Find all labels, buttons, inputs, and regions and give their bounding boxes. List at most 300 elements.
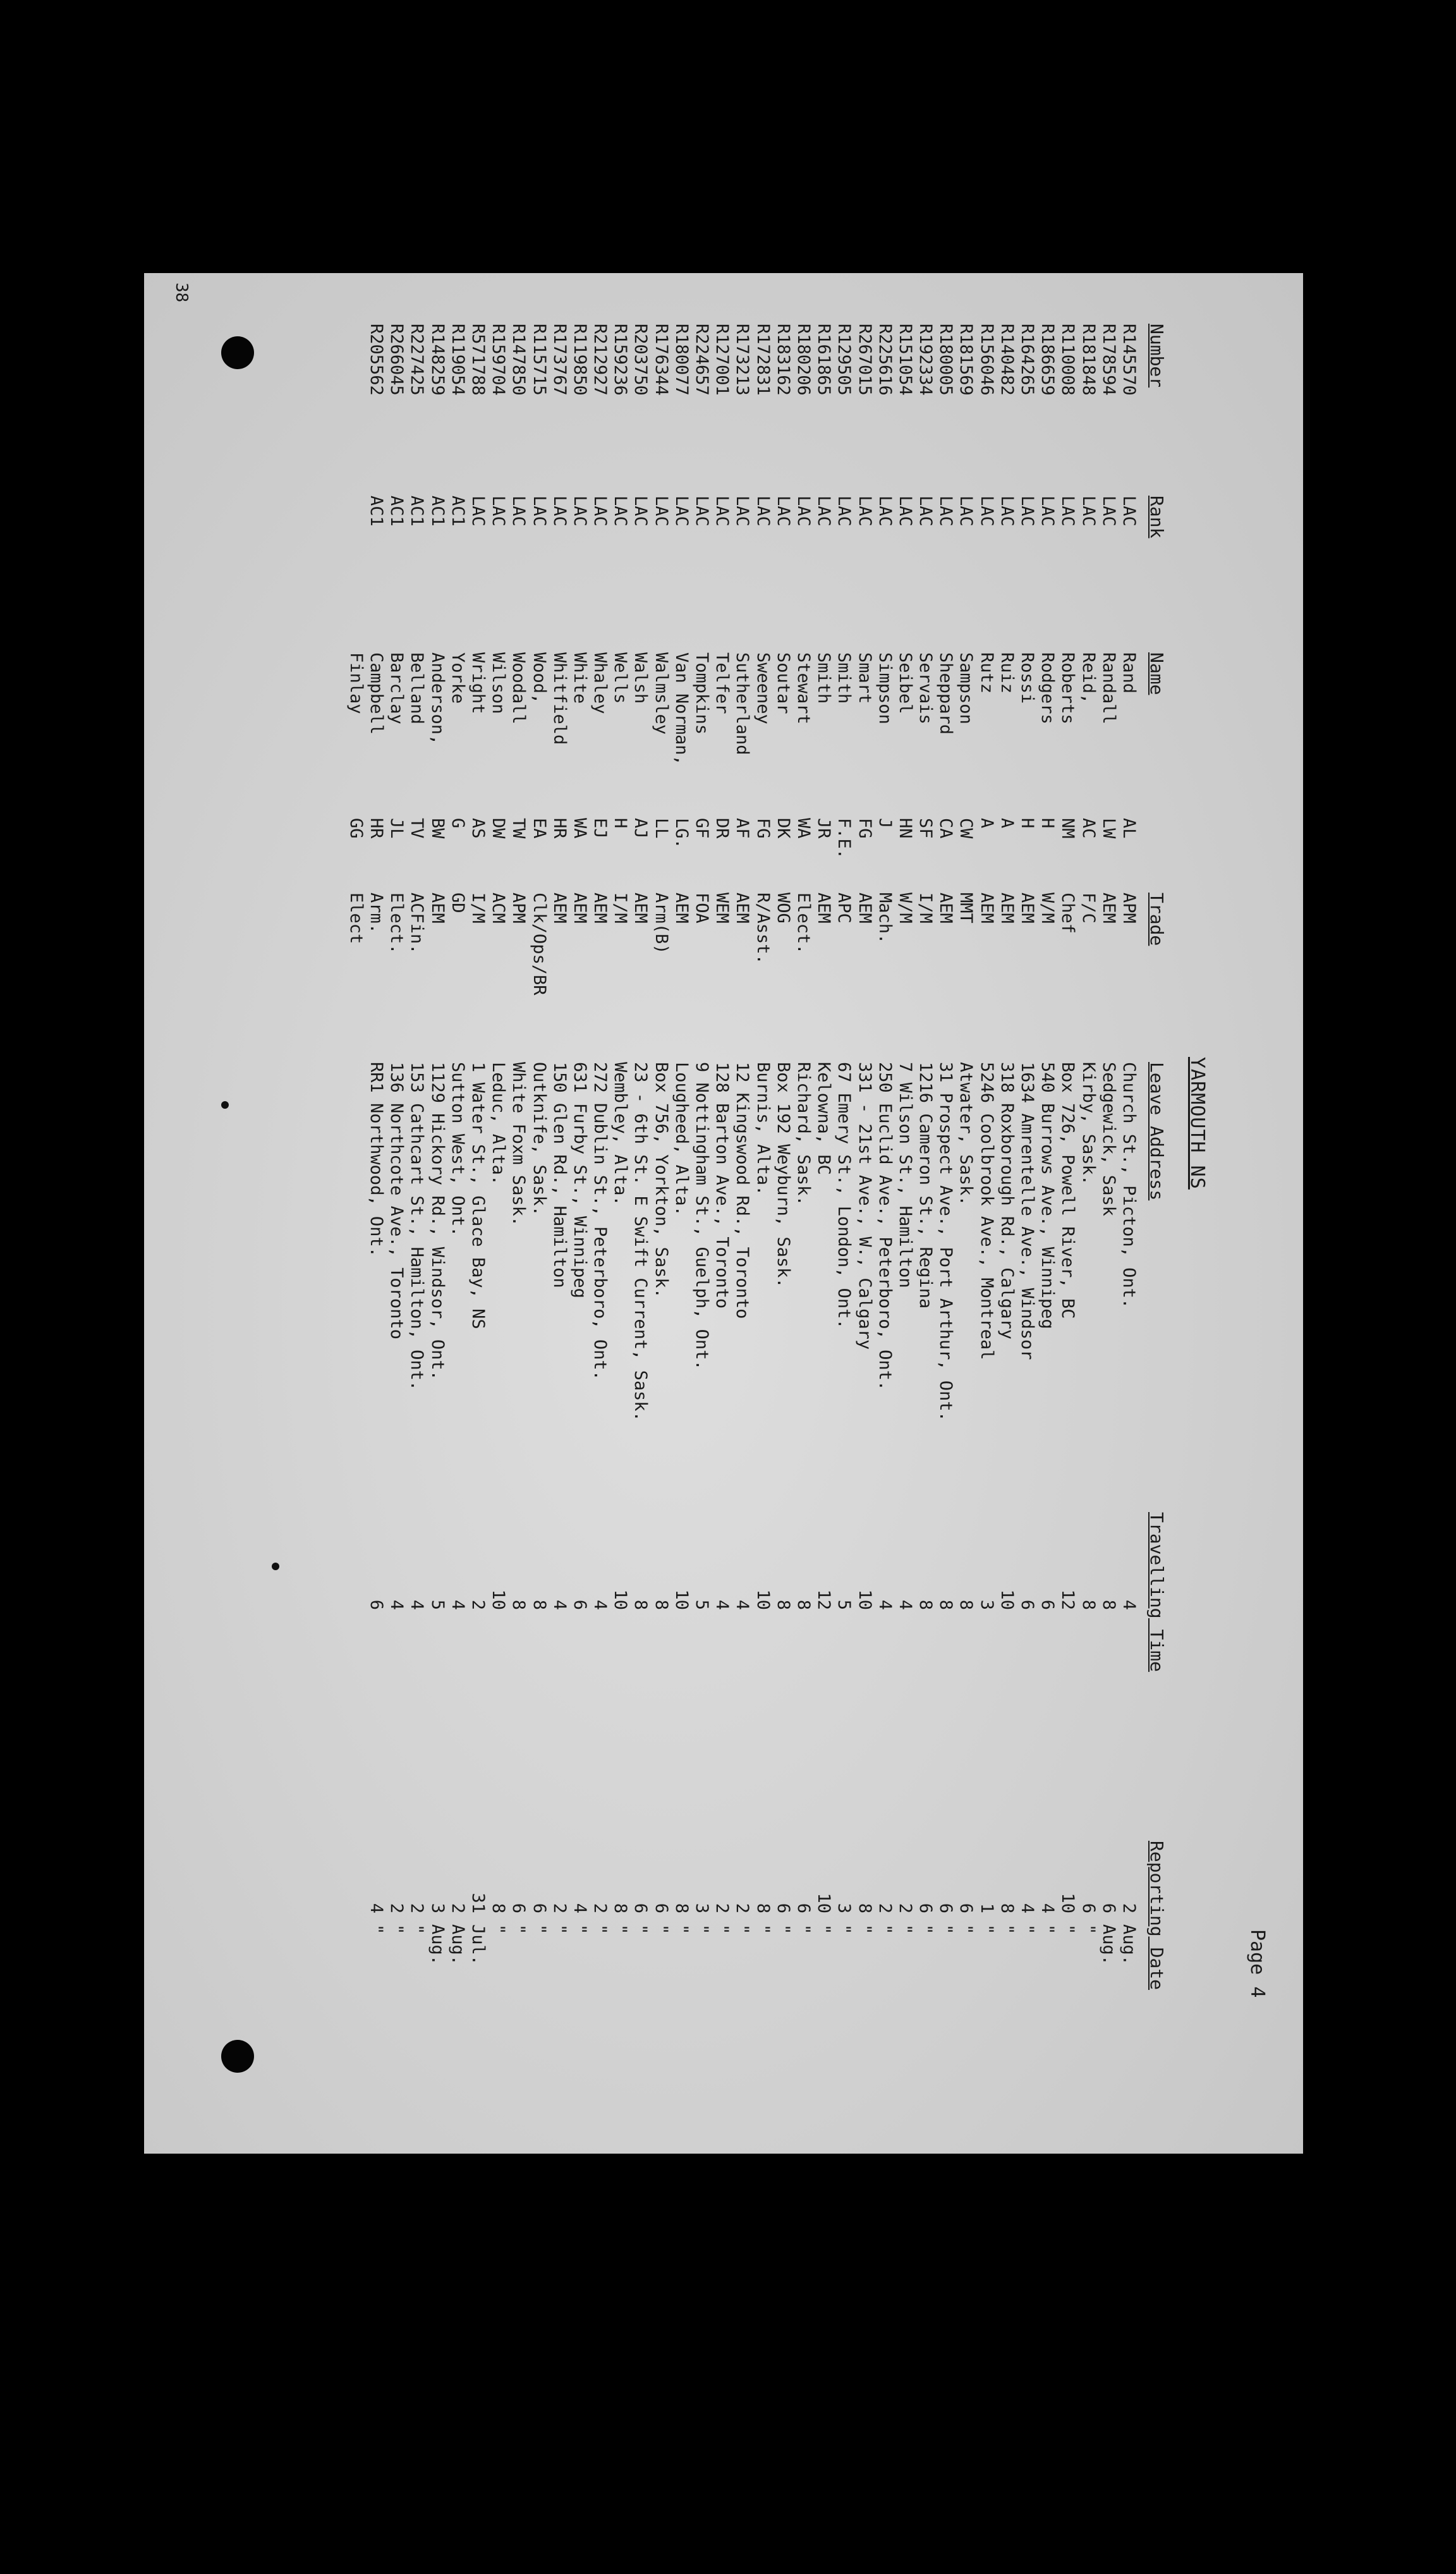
reporting-month-cell: " xyxy=(1038,1924,1058,1935)
surname-cell: Woodall xyxy=(509,652,529,724)
initials-cell: FG xyxy=(854,818,875,839)
initials-cell: DK xyxy=(773,818,793,839)
table-row xyxy=(630,273,650,2154)
initials-cell: CW xyxy=(956,818,976,839)
travelling-time-cell: 8 xyxy=(1078,1599,1098,1610)
trade-cell: ACFin. xyxy=(407,893,427,955)
reporting-month-cell: " xyxy=(936,1924,956,1935)
service-number-cell: R145570 xyxy=(1119,324,1139,396)
table-row xyxy=(590,273,610,2154)
reporting-day-cell: 10 xyxy=(1058,1893,1078,1913)
initials-cell: HN xyxy=(895,818,915,839)
table-row xyxy=(569,273,590,2154)
table-row xyxy=(935,273,956,2154)
leave-address-cell: 128 Barton Ave., Toronto xyxy=(712,1062,732,1309)
reporting-month-cell: " xyxy=(1058,1924,1078,1935)
table-row xyxy=(651,273,671,2154)
reporting-day-cell: 6 xyxy=(1078,1903,1098,1913)
surname-cell: Barclay xyxy=(387,652,407,724)
trade-cell: Mach. xyxy=(875,893,895,944)
leave-address-cell: Church St., Picton, Ont. xyxy=(1119,1062,1139,1309)
travelling-time-cell: 10 xyxy=(854,1589,875,1610)
surname-cell: Simpson xyxy=(875,652,895,724)
reporting-month-cell: " xyxy=(834,1924,854,1935)
rank-cell: LAC xyxy=(773,496,793,527)
reporting-day-cell: 31 xyxy=(468,1893,488,1913)
initials-cell: LL xyxy=(651,818,671,839)
rank-cell: LAC xyxy=(1017,496,1038,527)
travelling-time-cell: 6 xyxy=(1038,1599,1058,1610)
table-row xyxy=(732,273,752,2154)
reporting-month-cell: " xyxy=(1078,1924,1098,1935)
initials-cell: SF xyxy=(916,818,936,839)
leave-address-cell: Box 756, Yorkton, Sask. xyxy=(651,1062,671,1298)
reporting-day-cell: 8 xyxy=(610,1903,631,1913)
table-row xyxy=(752,273,772,2154)
table-row xyxy=(976,273,997,2154)
leave-address-cell: 272 Dublin St., Peterboro, Ont. xyxy=(590,1062,610,1381)
leave-address-cell: Leduc, Alta. xyxy=(488,1062,509,1186)
column-header-travelling-time: Travelling Time xyxy=(1146,1512,1167,1672)
rank-cell: LAC xyxy=(631,496,651,527)
initials-cell: GG xyxy=(346,818,366,839)
initials-cell: H xyxy=(1038,818,1058,829)
trade-cell: Elect. xyxy=(794,893,813,955)
reporting-day-cell: 2 xyxy=(712,1903,732,1913)
rotated-sheet xyxy=(144,273,1303,2154)
travelling-time-cell: 4 xyxy=(549,1599,569,1610)
reporting-month-cell: " xyxy=(854,1924,875,1935)
travelling-time-cell: 8 xyxy=(529,1599,549,1610)
service-number-cell: R156046 xyxy=(976,324,997,396)
personnel-table xyxy=(346,273,1139,2154)
travelling-time-cell: 4 xyxy=(1119,1599,1139,1610)
reporting-day-cell: 4 xyxy=(569,1903,590,1913)
travelling-time-cell: 4 xyxy=(590,1599,610,1610)
reporting-day-cell: 6 xyxy=(956,1903,976,1913)
surname-cell: Tompkins xyxy=(692,652,712,735)
initials-cell: AS xyxy=(468,818,488,839)
reporting-day-cell: 4 xyxy=(1038,1903,1058,1913)
table-row xyxy=(386,273,406,2154)
reporting-month-cell: " xyxy=(875,1924,895,1935)
rank-cell: AC1 xyxy=(367,496,387,527)
table-row xyxy=(956,273,976,2154)
initials-cell: JL xyxy=(387,818,407,839)
leave-address-cell: 540 Burrows Ave., Winnipeg xyxy=(1038,1062,1058,1329)
travelling-time-cell: 5 xyxy=(834,1599,854,1610)
travelling-time-cell: 8 xyxy=(916,1599,936,1610)
initials-cell: HR xyxy=(367,818,387,839)
trade-cell: W/M xyxy=(1038,893,1058,924)
reporting-month-cell: " xyxy=(610,1924,631,1935)
service-number-cell: R140482 xyxy=(997,324,1017,396)
surname-cell: Servais xyxy=(916,652,936,724)
rank-cell: LAC xyxy=(671,496,691,527)
trade-cell: AEM xyxy=(976,893,997,924)
leave-address-cell: 631 Furby St., Winnipeg xyxy=(569,1062,590,1298)
rank-cell: LAC xyxy=(610,496,631,527)
surname-cell: Rossi xyxy=(1017,652,1038,704)
rank-cell: LAC xyxy=(936,496,956,527)
table-row xyxy=(793,273,813,2154)
trade-cell: MMT xyxy=(956,893,976,924)
trade-cell: APM xyxy=(509,893,529,924)
leave-address-cell: 7 Wilson St., Hamilton xyxy=(895,1062,915,1288)
travelling-time-cell: 10 xyxy=(671,1589,691,1610)
trade-cell: AEM xyxy=(854,893,875,924)
trade-cell: FOA xyxy=(692,893,712,924)
travelling-time-cell: 10 xyxy=(997,1589,1017,1610)
reporting-month-cell: " xyxy=(1017,1924,1038,1935)
table-row xyxy=(427,273,447,2154)
initials-cell: A xyxy=(976,818,997,829)
rank-cell: LAC xyxy=(895,496,915,527)
margin-note: 38 xyxy=(172,283,191,303)
surname-cell: Seibel xyxy=(895,652,915,714)
rank-cell: LAC xyxy=(488,496,509,527)
initials-cell: A xyxy=(997,818,1017,829)
initials-cell: J xyxy=(875,818,895,829)
surname-cell: Sheppard xyxy=(936,652,956,735)
rank-cell: AC1 xyxy=(427,496,447,527)
surname-cell: Finlay xyxy=(346,652,366,714)
leave-address-cell: 5246 Coolbrook Ave., Montreal xyxy=(976,1062,997,1360)
initials-cell: TV xyxy=(407,818,427,839)
trade-cell: Elect xyxy=(346,893,366,944)
service-number-cell: R148259 xyxy=(427,324,447,396)
service-number-cell: R172831 xyxy=(753,324,773,396)
travelling-time-cell: 8 xyxy=(651,1599,671,1610)
rank-cell: LAC xyxy=(590,496,610,527)
surname-cell: Wright xyxy=(468,652,488,714)
rank-cell: LAC xyxy=(997,496,1017,527)
table-row xyxy=(854,273,874,2154)
initials-cell: WA xyxy=(794,818,813,839)
document-title: YARMOUTH NS xyxy=(1186,1057,1208,1190)
trade-cell: AEM xyxy=(1098,893,1119,924)
service-number-cell: R178594 xyxy=(1098,324,1119,396)
surname-cell: Whitfield xyxy=(549,652,569,745)
table-row xyxy=(915,273,935,2154)
reporting-day-cell: 3 xyxy=(692,1903,712,1913)
reporting-month-cell: " xyxy=(956,1924,976,1935)
trade-cell: Elect. xyxy=(387,893,407,955)
initials-cell: WA xyxy=(569,818,590,839)
surname-cell: Walmsley xyxy=(651,652,671,735)
reporting-month-cell: Aug. xyxy=(427,1924,447,1966)
leave-address-cell: RR1 Northwood, Ont. xyxy=(367,1062,387,1257)
trade-cell: I/M xyxy=(916,893,936,924)
reporting-day-cell: 6 xyxy=(631,1903,651,1913)
reporting-month-cell: " xyxy=(631,1924,651,1935)
surname-cell: Roberts xyxy=(1058,652,1078,724)
table-row xyxy=(528,273,549,2154)
rank-cell: LAC xyxy=(1119,496,1139,527)
reporting-day-cell: 6 xyxy=(1098,1903,1119,1913)
service-number-cell: R129505 xyxy=(834,324,854,396)
column-header-rank: Rank xyxy=(1146,496,1167,539)
rank-cell: LAC xyxy=(569,496,590,527)
service-number-cell: R159704 xyxy=(488,324,509,396)
table-row xyxy=(1098,273,1119,2154)
trade-cell: APC xyxy=(834,893,854,924)
service-number-cell: R267015 xyxy=(854,324,875,396)
reporting-day-cell: 6 xyxy=(794,1903,813,1913)
reporting-month-cell: " xyxy=(509,1924,529,1935)
leave-address-cell: 1129 Hickory Rd., Windsor, Ont. xyxy=(427,1062,447,1381)
reporting-day-cell: 2 xyxy=(895,1903,915,1913)
service-number-cell: R164265 xyxy=(1017,324,1038,396)
surname-cell: Telfer xyxy=(712,652,732,714)
service-number-cell: R186659 xyxy=(1038,324,1058,396)
rank-cell: LAC xyxy=(1058,496,1078,527)
trade-cell: Arm(B) xyxy=(651,893,671,955)
reporting-month-cell: " xyxy=(712,1924,732,1935)
leave-address-cell: Kirby, Sask. xyxy=(1078,1062,1098,1186)
surname-cell: Walsh xyxy=(631,652,651,704)
initials-cell: EA xyxy=(529,818,549,839)
reporting-day-cell: 2 xyxy=(549,1903,569,1913)
reporting-day-cell: 6 xyxy=(773,1903,793,1913)
service-number-cell: R266045 xyxy=(387,324,407,396)
reporting-day-cell: 6 xyxy=(509,1903,529,1913)
leave-address-cell: 1216 Cameron St., Regina xyxy=(916,1062,936,1309)
reporting-day-cell: 8 xyxy=(753,1903,773,1913)
reporting-month-cell: " xyxy=(814,1924,834,1935)
leave-address-cell: 250 Euclid Ave., Peterboro, Ont. xyxy=(875,1062,895,1391)
column-header-number: Number xyxy=(1146,324,1167,388)
reporting-day-cell: 2 xyxy=(407,1903,427,1913)
punch-hole xyxy=(221,2040,254,2073)
initials-cell: TW xyxy=(509,818,529,839)
reporting-month-cell: " xyxy=(794,1924,813,1935)
travelling-time-cell: 8 xyxy=(773,1599,793,1610)
travelling-time-cell: 8 xyxy=(509,1599,529,1610)
reporting-day-cell: 3 xyxy=(834,1903,854,1913)
leave-address-cell: Box 726, Powell River, BC xyxy=(1058,1062,1078,1319)
rank-cell: LAC xyxy=(956,496,976,527)
service-number-cell: R203750 xyxy=(631,324,651,396)
trade-cell: GD xyxy=(447,893,468,913)
rank-cell: LAC xyxy=(1098,496,1119,527)
reporting-month-cell: Aug. xyxy=(447,1924,468,1966)
table-row xyxy=(895,273,915,2154)
rank-cell: LAC xyxy=(1078,496,1098,527)
leave-address-cell: Burnis, Alta. xyxy=(753,1062,773,1196)
trade-cell: AEM xyxy=(549,893,569,924)
table-row xyxy=(1037,273,1057,2154)
surname-cell: Smith xyxy=(834,652,854,704)
reporting-month-cell: " xyxy=(916,1924,936,1935)
service-number-cell: R110008 xyxy=(1058,324,1078,396)
leave-address-cell: 331 - 21st Ave., W., Calgary xyxy=(854,1062,875,1350)
initials-cell: DW xyxy=(488,818,509,839)
trade-cell: AEM xyxy=(997,893,1017,924)
reporting-month-cell: " xyxy=(976,1924,997,1935)
leave-address-cell: 31 Prospect Ave., Port Arthur, Ont. xyxy=(936,1062,956,1422)
surname-cell: Soutar xyxy=(773,652,793,714)
initials-cell: AC xyxy=(1078,818,1098,839)
surname-cell: Yorke xyxy=(447,652,468,704)
travelling-time-cell: 8 xyxy=(956,1599,976,1610)
service-number-cell: R151054 xyxy=(895,324,915,396)
rank-cell: LAC xyxy=(834,496,854,527)
reporting-month-cell: " xyxy=(529,1924,549,1935)
reporting-day-cell: 3 xyxy=(427,1903,447,1913)
leave-address-cell: 23 - 6th St. E Swift Current, Sask. xyxy=(631,1062,651,1422)
reporting-month-cell: " xyxy=(671,1924,691,1935)
reporting-day-cell: 2 xyxy=(387,1903,407,1913)
reporting-month-cell: " xyxy=(590,1924,610,1935)
reporting-day-cell: 6 xyxy=(651,1903,671,1913)
travelling-time-cell: 8 xyxy=(1098,1599,1119,1610)
initials-cell: F.E. xyxy=(834,818,854,860)
rank-cell: LAC xyxy=(549,496,569,527)
service-number-cell: R227425 xyxy=(407,324,427,396)
reporting-month-cell: Jul. xyxy=(468,1924,488,1966)
travelling-time-cell: 4 xyxy=(407,1599,427,1610)
trade-cell: I/M xyxy=(468,893,488,924)
reporting-month-cell: " xyxy=(732,1924,753,1935)
table-row xyxy=(346,273,366,2154)
table-row xyxy=(834,273,854,2154)
leave-address-cell: 12 Kingswood Rd., Toronto xyxy=(732,1062,753,1319)
table-row xyxy=(610,273,630,2154)
travelling-time-cell: 4 xyxy=(732,1599,753,1610)
trade-cell: AEM xyxy=(671,893,691,924)
leave-address-cell: Outknife, Sask. xyxy=(529,1062,549,1216)
travelling-time-cell: 8 xyxy=(794,1599,813,1610)
travelling-time-cell: 5 xyxy=(427,1599,447,1610)
rank-cell: LAC xyxy=(692,496,712,527)
service-number-cell: R183162 xyxy=(773,324,793,396)
service-number-cell: R147850 xyxy=(509,324,529,396)
surname-cell: Smith xyxy=(814,652,834,704)
rank-cell: LAC xyxy=(753,496,773,527)
surname-cell: Whaley xyxy=(590,652,610,714)
surname-cell: Rutz xyxy=(976,652,997,694)
surname-cell: Wells xyxy=(610,652,631,704)
initials-cell: LW xyxy=(1098,818,1119,839)
service-number-cell: R173767 xyxy=(549,324,569,396)
initials-cell: GF xyxy=(692,818,712,839)
rank-cell: LAC xyxy=(509,496,529,527)
travelling-time-cell: 3 xyxy=(976,1599,997,1610)
service-number-cell: R225616 xyxy=(875,324,895,396)
rank-cell: LAC xyxy=(854,496,875,527)
trade-cell: ACM xyxy=(488,893,509,924)
trade-cell: APM xyxy=(1119,893,1139,924)
trade-cell: Clk/Ops/BR xyxy=(529,893,549,996)
initials-cell: BW xyxy=(427,818,447,839)
reporting-day-cell: 1 xyxy=(976,1903,997,1913)
service-number-cell: R161865 xyxy=(814,324,834,396)
travelling-time-cell: 4 xyxy=(895,1599,915,1610)
reporting-day-cell: 6 xyxy=(916,1903,936,1913)
rank-cell: AC1 xyxy=(407,496,427,527)
leave-address-cell: Richard, Sask. xyxy=(794,1062,813,1206)
reporting-day-cell: 8 xyxy=(488,1903,509,1913)
initials-cell: G xyxy=(447,818,468,829)
leave-address-cell: Kelowna, BC xyxy=(814,1062,834,1175)
reporting-month-cell: " xyxy=(387,1924,407,1935)
surname-cell: Sutherland xyxy=(732,652,753,755)
initials-cell: AL xyxy=(1119,818,1139,839)
leave-address-cell: White Foxm Sask. xyxy=(509,1062,529,1227)
page-label: Page xyxy=(1246,1929,1268,1975)
service-number-cell: R127001 xyxy=(712,324,732,396)
travelling-time-cell: 6 xyxy=(569,1599,590,1610)
trade-cell: AEM xyxy=(569,893,590,924)
travelling-time-cell: 6 xyxy=(367,1599,387,1610)
travelling-time-cell: 10 xyxy=(753,1589,773,1610)
travelling-time-cell: 4 xyxy=(712,1599,732,1610)
rank-cell: AC1 xyxy=(387,496,407,527)
trade-cell: Arm. xyxy=(367,893,387,934)
table-row xyxy=(712,273,732,2154)
rank-cell: LAC xyxy=(794,496,813,527)
rank-cell: LAC xyxy=(712,496,732,527)
initials-cell: CA xyxy=(936,818,956,839)
rank-cell: AC1 xyxy=(447,496,468,527)
travelling-time-cell: 8 xyxy=(936,1599,956,1610)
leave-address-cell: Sutton West, Ont. xyxy=(447,1062,468,1237)
reporting-month-cell: " xyxy=(895,1924,915,1935)
reporting-day-cell: 10 xyxy=(814,1893,834,1913)
leave-address-cell: Wembley, Alta. xyxy=(610,1062,631,1206)
trade-cell: F/C xyxy=(1078,893,1098,924)
table-row xyxy=(1017,273,1037,2154)
reporting-month-cell: " xyxy=(549,1924,569,1935)
leave-address-cell: 150 Glen Rd., Hamilton xyxy=(549,1062,569,1288)
travelling-time-cell: 12 xyxy=(1058,1589,1078,1610)
reporting-month-cell: " xyxy=(488,1924,509,1935)
surname-cell: Wilson xyxy=(488,652,509,714)
travelling-time-cell: 10 xyxy=(488,1589,509,1610)
trade-cell: AEM xyxy=(631,893,651,924)
leave-address-cell: 67 Emery St., London, Ont. xyxy=(834,1062,854,1329)
table-row xyxy=(671,273,691,2154)
surname-cell: Sampson xyxy=(956,652,976,724)
reporting-day-cell: 8 xyxy=(854,1903,875,1913)
surname-cell: Anderson, xyxy=(427,652,447,745)
surname-cell: Sweeney xyxy=(753,652,773,724)
surname-cell: Rand xyxy=(1119,652,1139,694)
reporting-month-cell: " xyxy=(367,1924,387,1935)
reporting-day-cell: 2 xyxy=(875,1903,895,1913)
leave-address-cell: Box 192 Weyburn, Sask. xyxy=(773,1062,793,1288)
service-number-cell: R180206 xyxy=(794,324,813,396)
surname-cell: Stewart xyxy=(794,652,813,724)
service-number-cell: R192334 xyxy=(916,324,936,396)
initials-cell: H xyxy=(610,818,631,829)
reporting-month-cell: Aug. xyxy=(1119,1924,1139,1966)
initials-cell: AF xyxy=(732,818,753,839)
trade-cell: AEM xyxy=(1017,893,1038,924)
reporting-month-cell: " xyxy=(651,1924,671,1935)
initials-cell: JR xyxy=(814,818,834,839)
reporting-day-cell: 4 xyxy=(367,1903,387,1913)
initials-cell: NM xyxy=(1058,818,1078,839)
initials-cell: DR xyxy=(712,818,732,839)
reporting-month-cell: Aug. xyxy=(1098,1924,1119,1966)
service-number-cell: R181848 xyxy=(1078,324,1098,396)
rank-cell: LAC xyxy=(529,496,549,527)
service-number-cell: R181569 xyxy=(956,324,976,396)
ink-speck xyxy=(221,1101,229,1109)
trade-cell: AEM xyxy=(427,893,447,924)
